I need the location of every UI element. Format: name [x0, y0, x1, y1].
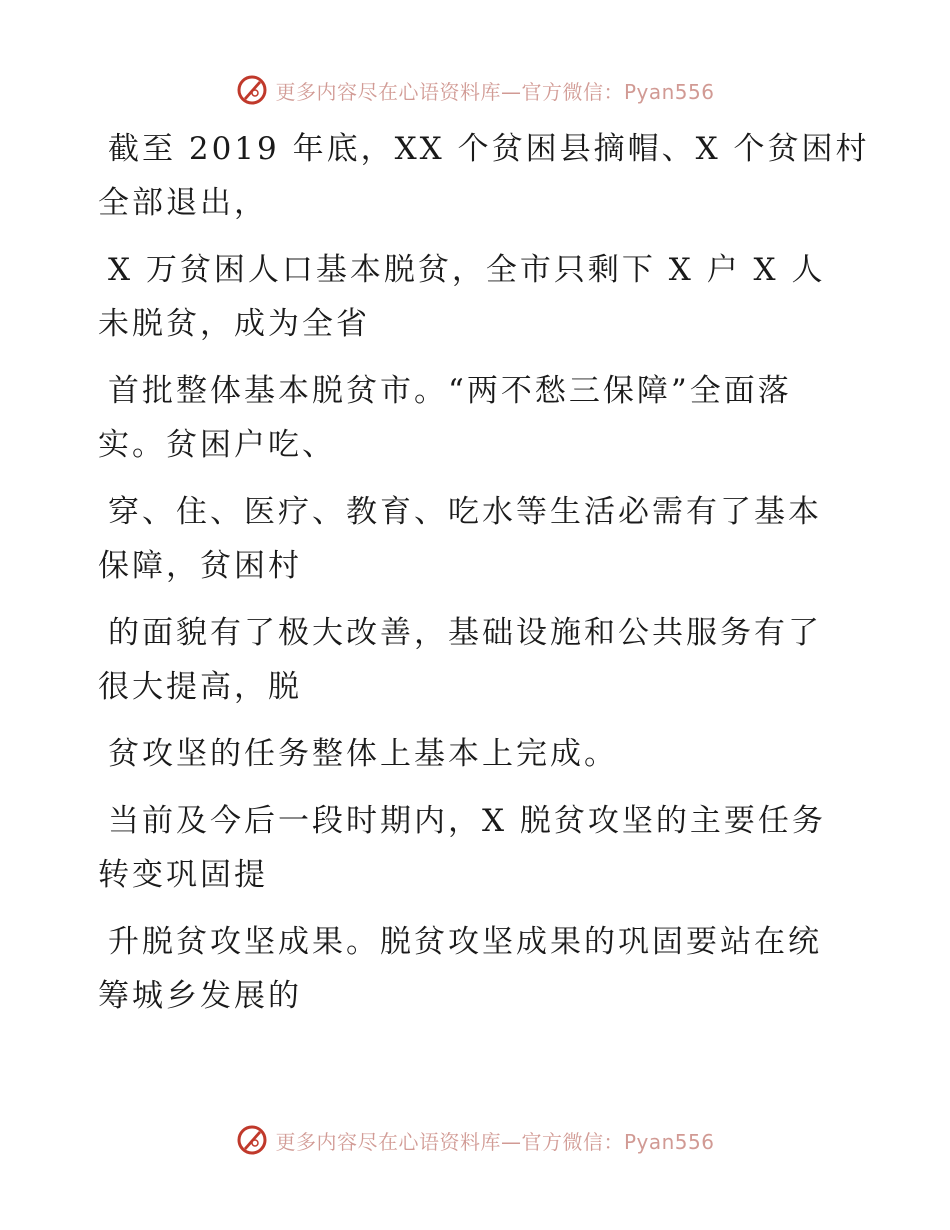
text-line: 贫攻坚的任务整体上基本上完成。: [108, 736, 618, 772]
text-line: 转变巩固提: [98, 857, 268, 893]
paragraph: [98, 364, 838, 472]
paragraph: [98, 243, 838, 351]
text-line: 的面貌有了极大改善，基础设施和公共服务有了: [108, 615, 822, 651]
text-line: 全部退出，: [98, 185, 268, 221]
text-line: 截至 2019 年底，XX 个贫困县摘帽、X 个贫困村: [108, 131, 870, 167]
paragraph: [98, 794, 838, 902]
quill-logo-icon: [235, 73, 269, 107]
footer-watermark: [0, 1120, 950, 1160]
document-body: [98, 122, 870, 1036]
text-line: 当前及今后一段时期内，X 脱贫攻坚的主要任务: [108, 803, 826, 839]
text-line: 保障，贫困村: [98, 548, 302, 584]
text-line: 升脱贫攻坚成果。脱贫攻坚成果的巩固要站在统: [108, 924, 822, 960]
header-watermark: [0, 70, 950, 110]
text-line: 很大提高，脱: [98, 669, 302, 705]
text-line: 穿、住、医疗、教育、吃水等生活必需有了基本: [108, 494, 822, 530]
watermark-text: 更多内容尽在心语资料库—官方微信：Pyan556: [275, 79, 715, 104]
paragraph: [98, 122, 870, 230]
watermark-text: 更多内容尽在心语资料库—官方微信：Pyan556: [275, 1129, 715, 1154]
paragraph: [98, 915, 838, 1023]
text-line: 筹城乡发展的: [98, 978, 302, 1014]
paragraph: [98, 727, 838, 781]
text-line: X 万贫困人口基本脱贫，全市只剩下 X 户 X 人: [108, 252, 826, 288]
text-line: 实。贫困户吃、: [98, 427, 336, 463]
paragraph: [98, 485, 838, 593]
text-line: 首批整体基本脱贫市。“两不愁三保障”全面落: [108, 373, 792, 409]
quill-logo-icon: [235, 1123, 269, 1157]
text-line: 未脱贫，成为全省: [98, 306, 370, 342]
paragraph: [98, 606, 838, 714]
